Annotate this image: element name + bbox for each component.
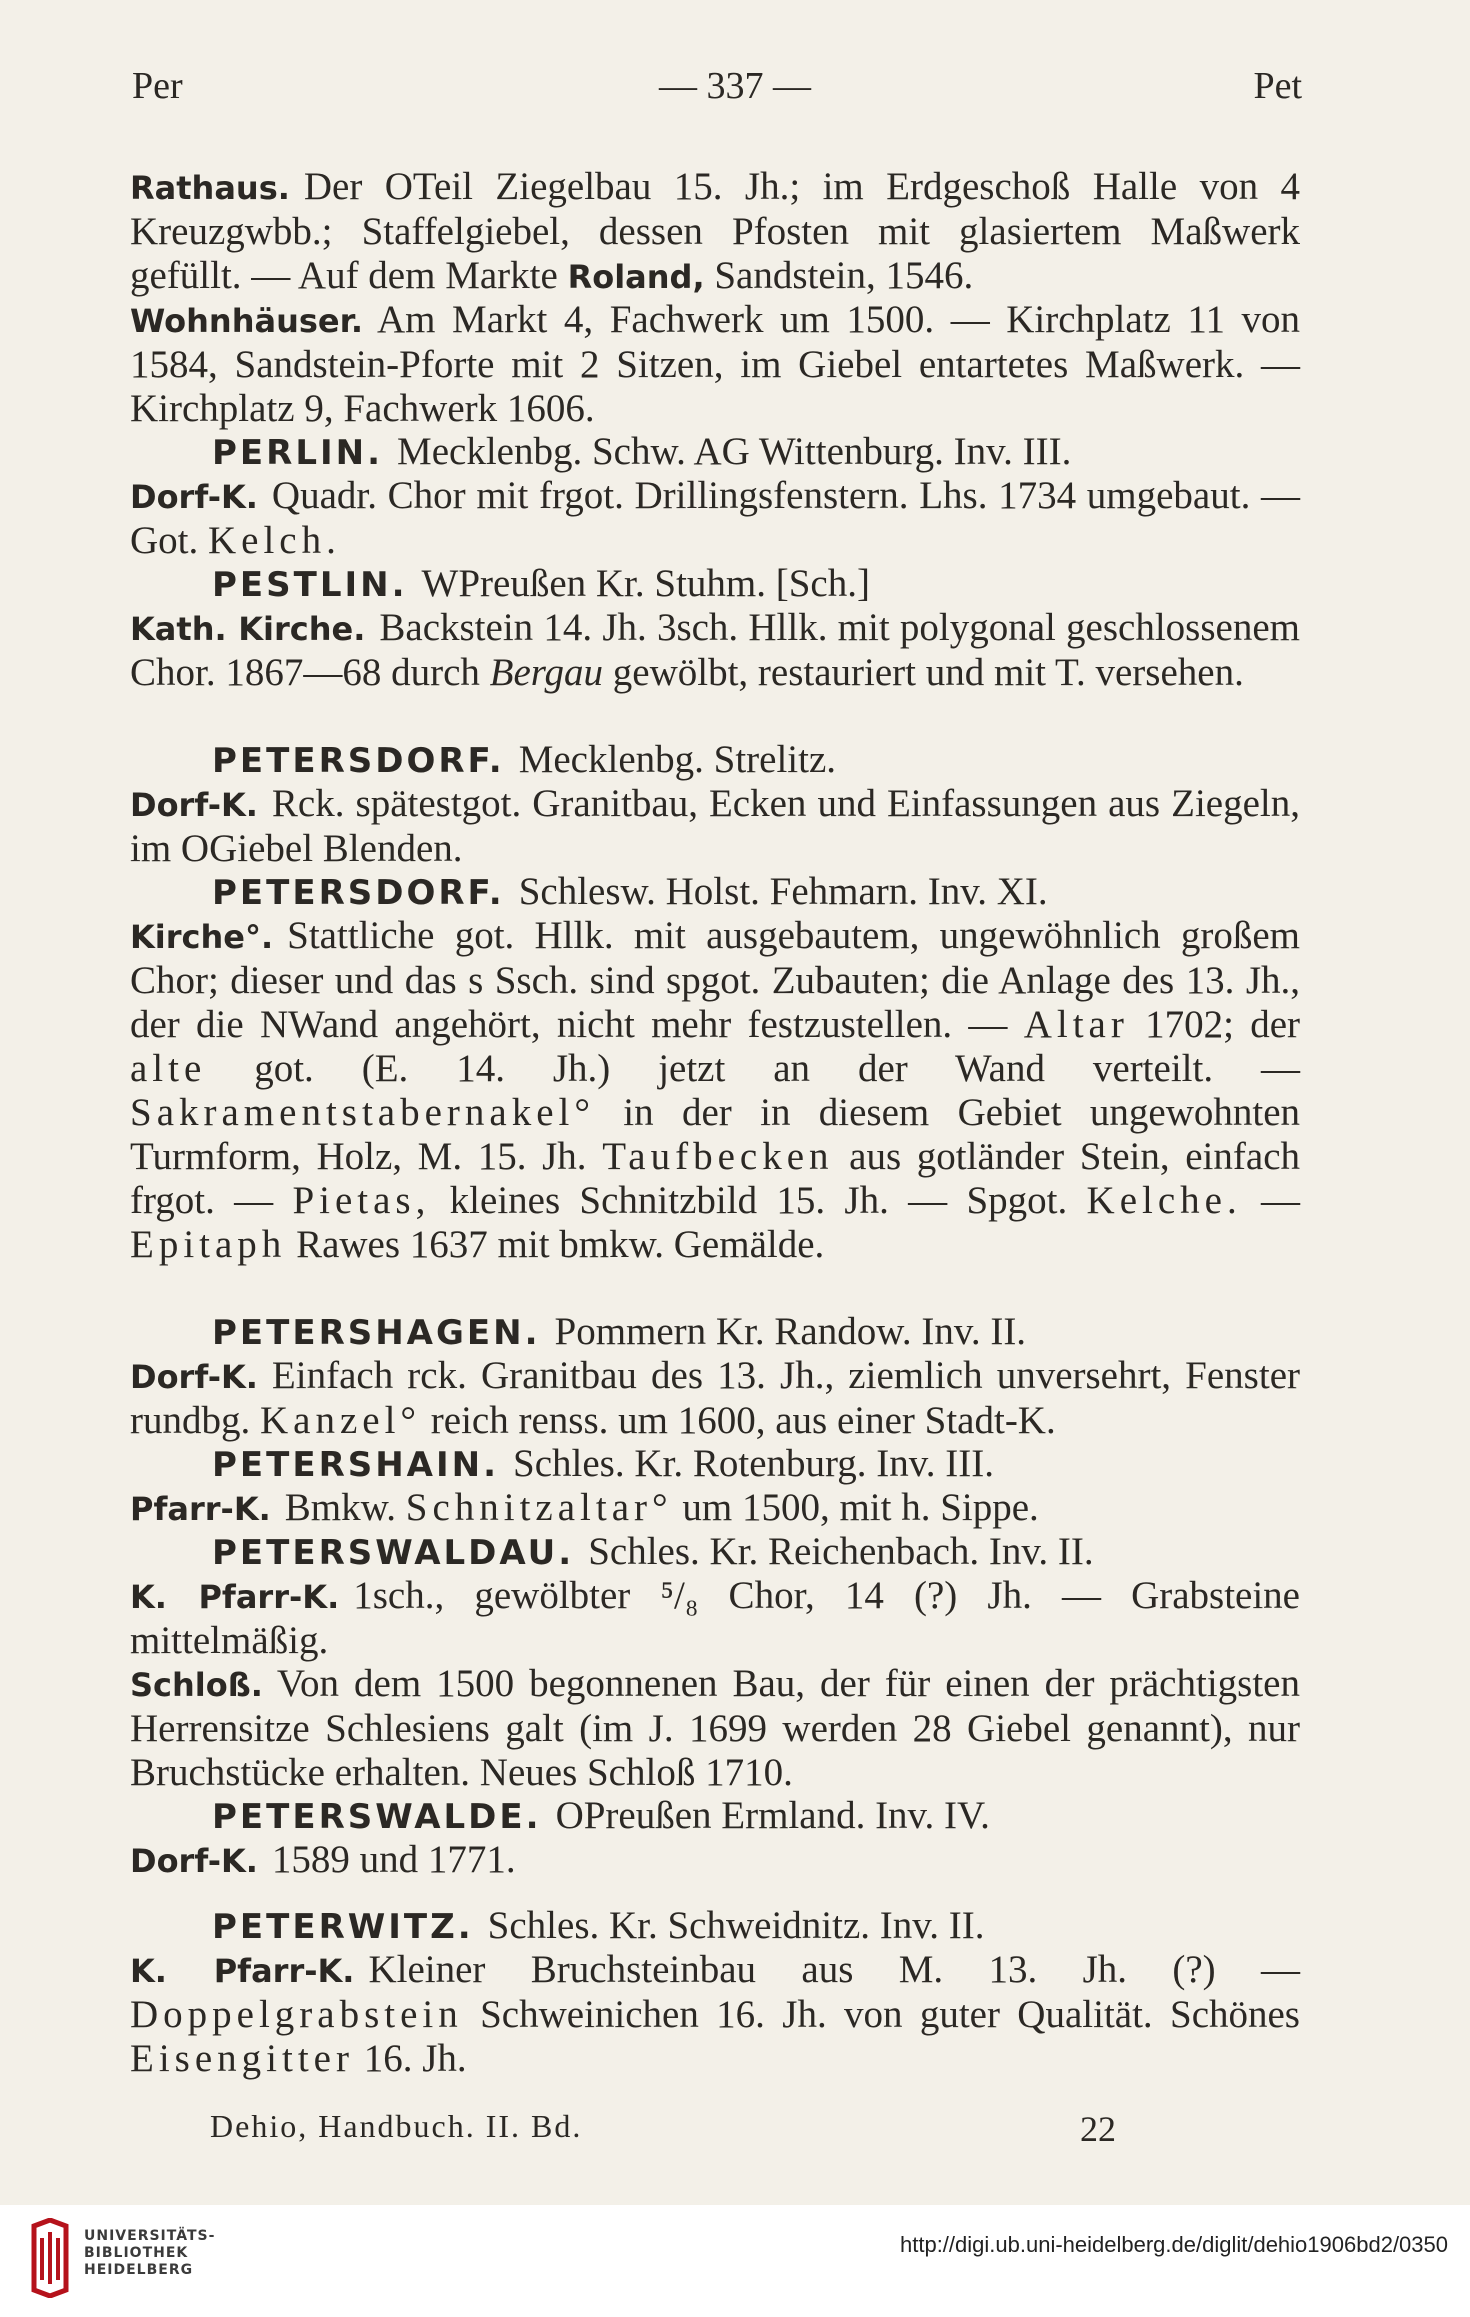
entry-label: Kath. Kirche. bbox=[130, 610, 366, 648]
page-number: — 337 — bbox=[659, 65, 811, 107]
entry-label: Rathaus. bbox=[130, 169, 290, 207]
library-logo-icon bbox=[28, 2218, 72, 2298]
entry-text: — bbox=[1261, 1179, 1301, 1222]
running-head-right: Pet bbox=[1253, 65, 1302, 107]
entry-text: 1589 und 1771. bbox=[271, 1838, 516, 1881]
library-name-line: UNIVERSITÄTS- bbox=[84, 2228, 216, 2244]
entry-text: Schles. Kr. Rotenburg. Inv. III. bbox=[513, 1442, 994, 1485]
library-name-line: HEIDELBERG bbox=[84, 2262, 194, 2278]
entry-text: 1702; der bbox=[1145, 1003, 1301, 1046]
entry-spaced-term: Taufbecken bbox=[602, 1135, 834, 1178]
entry-text: aus gotländer Stein, einfach frgot. — bbox=[130, 1135, 1301, 1222]
entry-spaced-term: Epitaph bbox=[130, 1223, 287, 1266]
viewer-bottom-bar bbox=[0, 2205, 1470, 2317]
entry-spaced-term: Kelch. bbox=[208, 519, 341, 562]
entry-label: Wohnhäuser. bbox=[130, 302, 363, 340]
entry-heading-peterswaldau bbox=[212, 1530, 1302, 1575]
entry-petersdorf-kirche bbox=[130, 914, 1300, 1267]
entry-heading-petersdorf-1 bbox=[212, 738, 1302, 783]
entry-text: Schles. Kr. Reichenbach. Inv. II. bbox=[588, 1530, 1094, 1573]
entry-italic-name: Bergau bbox=[489, 651, 604, 694]
entry-spaced-term: Eisengitter bbox=[130, 2037, 354, 2080]
entry-text: in der in diesem Gebiet ungewohnten Turmform, Holz, M. 15. Jh. bbox=[130, 1091, 1301, 1178]
entry-spaced-term: alte bbox=[130, 1047, 207, 1090]
entry-label: Dorf-K. bbox=[130, 1358, 258, 1396]
entry-text: Einfach rck. Granitbau des 13. Jh., ziemlich unversehrt, Fenster rundbg. bbox=[130, 1354, 1300, 1442]
entry-heading-pestlin bbox=[212, 562, 1302, 607]
entry-spaced-term: Pietas, bbox=[292, 1179, 431, 1222]
place-heading: PETERSHAGEN. bbox=[212, 1313, 541, 1353]
entry-text: Schles. Kr. Schweidnitz. Inv. II. bbox=[487, 1904, 985, 1947]
entry-text: Von dem 1500 begonnenen Bau, der für einen der prächtigsten Herrensitze Schlesiens galt (im J. 1699 werden 28 Giebel genannt), nur Bruchstücke erhalten. Neues Schloß 1710. bbox=[130, 1662, 1300, 1794]
entry-text: Mecklenbg. Strelitz. bbox=[518, 738, 837, 781]
entry-text: Backstein 14. Jh. 3sch. Hllk. mit polygonal geschlossenem Chor. 1867—68 durch bbox=[130, 606, 1300, 694]
place-heading: PESTLIN. bbox=[212, 565, 408, 605]
entry-text: Rck. spätestgot. Granitbau, Ecken und Einfassungen aus Ziegeln, im OGiebel Blenden. bbox=[130, 782, 1300, 870]
entry-text: Pommern Kr. Randow. Inv. II. bbox=[554, 1310, 1027, 1353]
library-name bbox=[84, 2228, 215, 2279]
footer-signature: 22 bbox=[1080, 2109, 1116, 2149]
entry-text: gewölbt, restauriert und mit T. versehen. bbox=[612, 651, 1244, 694]
entry-label: Dorf-K. bbox=[130, 786, 258, 824]
entry-heading-perlin bbox=[212, 430, 1302, 475]
entry-heading-peterwitz bbox=[212, 1904, 1302, 1949]
entry-label: K. Pfarr-K. bbox=[130, 1952, 355, 1990]
entry-spaced-term: Kelche. bbox=[1086, 1179, 1242, 1222]
entry-wohnhaeuser bbox=[130, 298, 1300, 431]
entry-spaced-term: Doppelgrabstein bbox=[130, 1993, 463, 2036]
entry-text: WPreußen Kr. Stuhm. [Sch.] bbox=[421, 562, 870, 605]
library-name-line: BIBLIOTHEK bbox=[84, 2245, 189, 2261]
entry-text: 16. Jh. bbox=[363, 2037, 467, 2080]
entry-perlin-dorfkirche bbox=[130, 474, 1300, 563]
entry-text: got. (E. 14. Jh.) jetzt an der Wand verteilt. — bbox=[254, 1047, 1300, 1090]
place-heading: PETERSDORF. bbox=[212, 741, 505, 781]
entry-text: Quadr. Chor mit frgot. Drillingsfenstern. Lhs. 1734 umgebaut. — Got. bbox=[130, 474, 1300, 562]
entry-text: 1sch., gewölbter ⁵/₈ Chor, 14 (?) Jh. — Grabsteine mittelmäßig. bbox=[130, 1574, 1300, 1662]
entry-heading-petersdorf-2 bbox=[212, 870, 1302, 915]
place-heading: PERLIN. bbox=[212, 433, 384, 473]
entry-label: Dorf-K. bbox=[130, 478, 258, 516]
running-head-left: Per bbox=[132, 65, 183, 107]
entry-inline-bold: Roland, bbox=[567, 258, 705, 296]
entry-text: Sandstein, 1546. bbox=[714, 254, 974, 297]
entry-petersdorf-dorfkirche bbox=[130, 782, 1300, 871]
source-url-link[interactable]: http://digi.ub.uni-heidelberg.de/diglit/dehio1906bd2/0350 bbox=[900, 2232, 1448, 2257]
entry-pestlin-kirche bbox=[130, 606, 1300, 695]
entry-spaced-term: Kanzel° bbox=[260, 1399, 422, 1442]
entry-text: kleines Schnitzbild 15. Jh. — Spgot. bbox=[449, 1179, 1068, 1222]
place-heading: PETERSWALDE. bbox=[212, 1797, 542, 1837]
entry-petershain-pfarrkirche bbox=[130, 1486, 1300, 1531]
entry-peterwitz-pfarrkirche bbox=[130, 1948, 1300, 2081]
entry-peterswaldau-schloss bbox=[130, 1662, 1300, 1795]
entry-text: Schlesw. Holst. Fehmarn. Inv. XI. bbox=[518, 870, 1048, 913]
entry-spaced-term: Altar bbox=[1023, 1003, 1129, 1046]
place-heading: PETERSDORF. bbox=[212, 873, 505, 913]
entry-heading-petershagen bbox=[212, 1310, 1302, 1355]
entry-peterswalde-dorfkirche bbox=[130, 1838, 1300, 1883]
entry-rathaus bbox=[130, 165, 1300, 299]
entry-label: Schloß. bbox=[130, 1666, 263, 1704]
entry-text: Bmkw. bbox=[284, 1486, 396, 1529]
entry-spaced-term: Schnitzaltar° bbox=[405, 1486, 673, 1529]
entry-peterswaldau-pfarrkirche bbox=[130, 1574, 1300, 1663]
entry-label: Kirche°. bbox=[130, 918, 274, 956]
place-heading: PETERSHAIN. bbox=[212, 1445, 500, 1485]
entry-text: Kleiner Bruchsteinbau aus M. 13. Jh. (?) — bbox=[368, 1948, 1300, 1991]
entry-heading-petershain bbox=[212, 1442, 1302, 1487]
entry-label: K. Pfarr-K. bbox=[130, 1578, 340, 1616]
entry-text: Schweinichen 16. Jh. von guter Qualität. Schönes bbox=[480, 1993, 1300, 2036]
entry-petershagen-dorfkirche bbox=[130, 1354, 1300, 1443]
entry-text: reich renss. um 1600, aus einer Stadt-K. bbox=[430, 1399, 1056, 1442]
entry-spaced-term: Sakramentstabernakel° bbox=[130, 1091, 595, 1134]
entry-text: Der OTeil Ziegelbau 15. Jh.; im Erdgeschoß Halle von 4 Kreuzgwbb.; Staffelgiebel, dessen Pfosten mit glasiertem Maßwerk gefüllt. — Auf dem Markte bbox=[130, 165, 1300, 297]
entry-label: Pfarr-K. bbox=[130, 1490, 271, 1528]
entry-label: Dorf-K. bbox=[130, 1842, 258, 1880]
entry-text: um 1500, mit h. Sippe. bbox=[682, 1486, 1039, 1529]
footer-imprint: Dehio, Handbuch. II. Bd. bbox=[210, 2108, 583, 2144]
entry-text: OPreußen Ermland. Inv. IV. bbox=[555, 1794, 990, 1837]
place-heading: PETERSWALDAU. bbox=[212, 1533, 575, 1573]
entry-text: Stattliche got. Hllk. mit ausgebautem, ungewöhnlich großem Chor; dieser und das s Ssch. sind spgot. Zubauten; die Anlage des 13. Jh., der die NWand angehört, nicht mehr festzustellen. — bbox=[130, 914, 1300, 1046]
place-heading: PETERWITZ. bbox=[212, 1907, 474, 1947]
entry-heading-peterswalde bbox=[212, 1794, 1302, 1839]
entry-text: Rawes 1637 mit bmkw. Gemälde. bbox=[296, 1223, 825, 1266]
entry-text: Am Markt 4, Fachwerk um 1500. — Kirchplatz 11 von 1584, Sandstein-Pforte mit 2 Sitzen, im Giebel entartetes Maßwerk. — Kirchplatz 9, Fachwerk 1606. bbox=[130, 298, 1300, 430]
entry-text: Mecklenbg. Schw. AG Wittenburg. Inv. III. bbox=[397, 430, 1072, 473]
